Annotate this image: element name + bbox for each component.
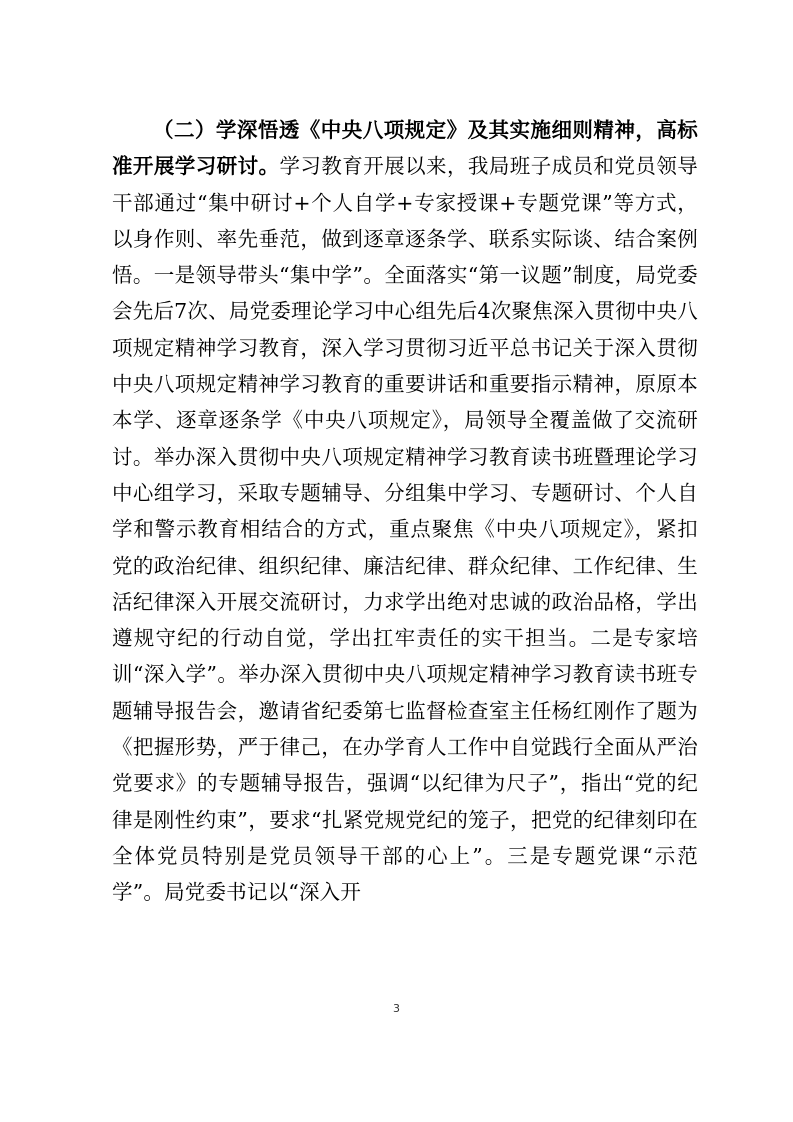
paragraph-body: 学习教育开展以来，我局班子成员和党员领导干部通过“集中研讨+个人自学+专家授课+专题党课”等方式，以身作则、率先垂范，做到逐章逐条学、联系实际谈、结合案例悟。一是领导带头“集中学”。全面落实“第一议题”制度，局党委会先后7次、局党委理论学习中心组先后4次聚焦深入贯彻中央八项规定精神学习教育，深入学习贯彻习近平总书记关于深入贯彻中央八项规定精神学习教育的重要讲话和重要指示精神，原原本本学、逐章逐条学《中央八项规定》，局领导全覆盖做了交流研讨。举办深入贯彻中央八项规定精神学习教育读书班暨理论学习中心组学习，采取专题辅导、分组集中学习、专题研讨、个人自学和警示教育相结合的方式，重点聚焦《中央八项规定》，紧扣党的政治纪律、组织纪律、廉洁纪律、群众纪律、工作纪律、生活纪律深入开展交流研讨，力求学出绝对忠诚的政治品格，学出遵规守纪的行动自觉，学出扛牢责任的实干担当。二是专家培训“深入学”。举办深入贯彻中央八项规定精神学习教育读书班专题辅导报告会，邀请省纪委第七监督检查室主任杨红刚作了题为《把握形势，严于律己，在办学育人工作中自觉践行全面从严治党要求》的专题辅导报告，强调“以纪律为尺子”，指出“党的纪律是刚性约束”，要求“扎紧党规党纪的笼子，把党的纪律刻印在全体党员特别是党员领导干部的心上”。三是专题党课“示范学”。局党委书记以“深入开 [112, 154, 698, 905]
page-number: 3 [393, 1002, 400, 1015]
document-paragraph [112, 112, 698, 911]
section-heading: （二）学深悟透《中央八项规定》及其实施细则精神，高标准开展学习研讨。 [112, 118, 698, 179]
